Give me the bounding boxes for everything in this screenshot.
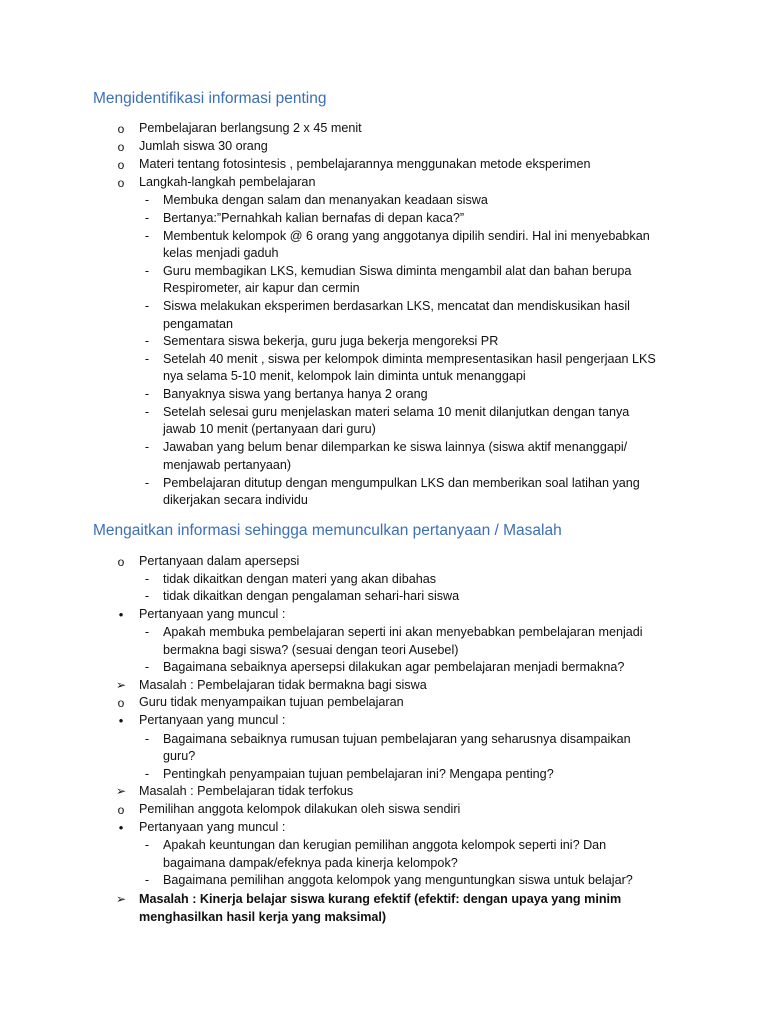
bullet-dot: •: [118, 607, 124, 622]
step-line: Siswa melakukan eksperimen berdasarkan LKS, mencatat dan mendiskusikan hasil: [163, 299, 630, 313]
step-line: Setelah selesai guru menjelaskan materi selama 10 menit dilanjutkan dengan tanya: [163, 405, 630, 419]
bullet-dash: -: [144, 589, 150, 603]
step-line-continued: menjawab pertanyaan): [163, 458, 292, 472]
bullet-circle: o: [117, 140, 125, 154]
bullet-dash: -: [144, 476, 150, 490]
step-line: Banyaknya siswa yang bertanya hanya 2 orang: [163, 387, 428, 401]
bullet-dash: -: [144, 405, 150, 419]
bullet-dash: -: [144, 193, 150, 207]
problem-statement: Masalah : Pembelajaran tidak bermakna bagi siswa: [139, 678, 427, 692]
bullet-dash: -: [144, 334, 150, 348]
list-item: Langkah-langkah pembelajaran: [139, 175, 316, 189]
list-item: Jumlah siswa 30 orang: [139, 139, 268, 153]
bullet-circle: o: [117, 176, 125, 190]
bullet-dash: -: [144, 767, 150, 781]
sub-item: tidak dikaitkan dengan pengalaman sehari-hari siswa: [163, 589, 460, 603]
list-item: Pembelajaran berlangsung 2 x 45 menit: [139, 121, 362, 135]
bullet-dash: -: [144, 387, 150, 401]
bullet-dash: -: [144, 572, 150, 586]
list-item: Pertanyaan dalam apersepsi: [139, 554, 300, 568]
bullet-arrow: ➢: [115, 678, 127, 692]
step-line-continued: kelas menjadi gaduh: [163, 246, 279, 260]
step-line: Jawaban yang belum benar dilemparkan ke siswa lainnya (siswa aktif menanggapi/: [163, 440, 628, 454]
list-item: Pertanyaan yang muncul :: [139, 820, 286, 834]
bullet-circle: o: [117, 158, 125, 172]
list-item: Materi tentang fotosintesis , pembelajarannya menggunakan metode eksperimen: [139, 157, 591, 171]
bullet-dash: -: [144, 440, 150, 454]
bullet-circle: o: [117, 555, 125, 569]
step-line: Guru membagikan LKS, kemudian Siswa diminta mengambil alat dan bahan berupa: [163, 264, 632, 278]
bullet-dash: -: [144, 299, 150, 313]
bullet-circle: o: [117, 122, 125, 136]
sub-item: Apakah membuka pembelajaran seperti ini akan menyebabkan pembelajaran menjadi: [163, 625, 643, 639]
sub-item-continued: guru?: [163, 749, 196, 763]
bullet-circle: o: [117, 803, 125, 817]
bullet-dash: -: [144, 732, 150, 746]
step-line-continued: Respirometer, air kapur dan cermin: [163, 281, 360, 295]
sub-item-continued: bermakna bagi siswa? (sesuai dengan teori Ausebel): [163, 643, 459, 657]
sub-item: Bagaimana sebaiknya apersepsi dilakukan agar pembelajaran menjadi bermakna?: [163, 660, 625, 674]
bullet-dash: -: [144, 660, 150, 674]
bullet-dash: -: [144, 264, 150, 278]
step-line: Pembelajaran ditutup dengan mengumpulkan LKS dan memberikan soal latihan yang: [163, 476, 640, 490]
list-item: Pemilihan anggota kelompok dilakukan oleh siswa sendiri: [139, 802, 461, 816]
bullet-dash: -: [144, 229, 150, 243]
bullet-dash: -: [144, 838, 150, 852]
bullet-dash: -: [144, 211, 150, 225]
bullet-dash: -: [144, 873, 150, 887]
sub-item: tidak dikaitkan dengan materi yang akan dibahas: [163, 572, 437, 586]
step-line: Membentuk kelompok @ 6 orang yang anggotanya dipilih sendiri. Hal ini menyebabkan: [163, 229, 650, 243]
sub-item: Bagaimana sebaiknya rumusan tujuan pembelajaran yang seharusnya disampaikan: [163, 732, 631, 746]
section-heading-identify: Mengidentifikasi informasi penting: [93, 90, 327, 107]
problem-statement: Masalah : Kinerja belajar siswa kurang efektif (efektif: dengan upaya yang minim: [139, 892, 622, 906]
step-line: Bertanya:”Pernahkah kalian bernafas di depan kaca?”: [163, 211, 465, 225]
problem-statement: Masalah : Pembelajaran tidak terfokus: [139, 784, 354, 798]
sub-item-continued: bagaimana dampak/efeknya pada kinerja kelompok?: [163, 856, 458, 870]
list-item: Guru tidak menyampaikan tujuan pembelajaran: [139, 695, 404, 709]
bullet-arrow: ➢: [115, 892, 127, 906]
bullet-dot: •: [118, 713, 124, 728]
sub-item: Pentingkah penyampaian tujuan pembelajaran ini? Mengapa penting?: [163, 767, 554, 781]
step-line-continued: jawab 10 menit (pertanyaan dari guru): [163, 422, 376, 436]
step-line-continued: pengamatan: [163, 317, 234, 331]
step-line-continued: nya selama 5-10 menit, kelompok lain diminta untuk menanggapi: [163, 369, 526, 383]
bullet-dash: -: [144, 625, 150, 639]
section-heading-relate: Mengaitkan informasi sehingga memunculkan pertanyaan / Masalah: [93, 522, 562, 539]
sub-item: Bagaimana pemilihan anggota kelompok yang menguntungkan siswa untuk belajar?: [163, 873, 633, 887]
step-line: Sementara siswa bekerja, guru juga bekerja mengoreksi PR: [163, 334, 499, 348]
problem-statement-continued: menghasilkan hasil kerja yang maksimal): [139, 910, 387, 924]
list-item: Pertanyaan yang muncul :: [139, 607, 286, 621]
bullet-dash: -: [144, 352, 150, 366]
step-line: Membuka dengan salam dan menanyakan keadaan siswa: [163, 193, 488, 207]
step-line-continued: dikerjakan secara individu: [163, 493, 308, 507]
step-line: Setelah 40 menit , siswa per kelompok diminta mempresentasikan hasil pengerjaan LKS: [163, 352, 656, 366]
sub-item: Apakah keuntungan dan kerugian pemilihan anggota kelompok seperti ini? Dan: [163, 838, 607, 852]
bullet-circle: o: [117, 696, 125, 710]
bullet-dot: •: [118, 820, 124, 835]
bullet-arrow: ➢: [115, 784, 127, 798]
list-item: Pertanyaan yang muncul :: [139, 713, 286, 727]
